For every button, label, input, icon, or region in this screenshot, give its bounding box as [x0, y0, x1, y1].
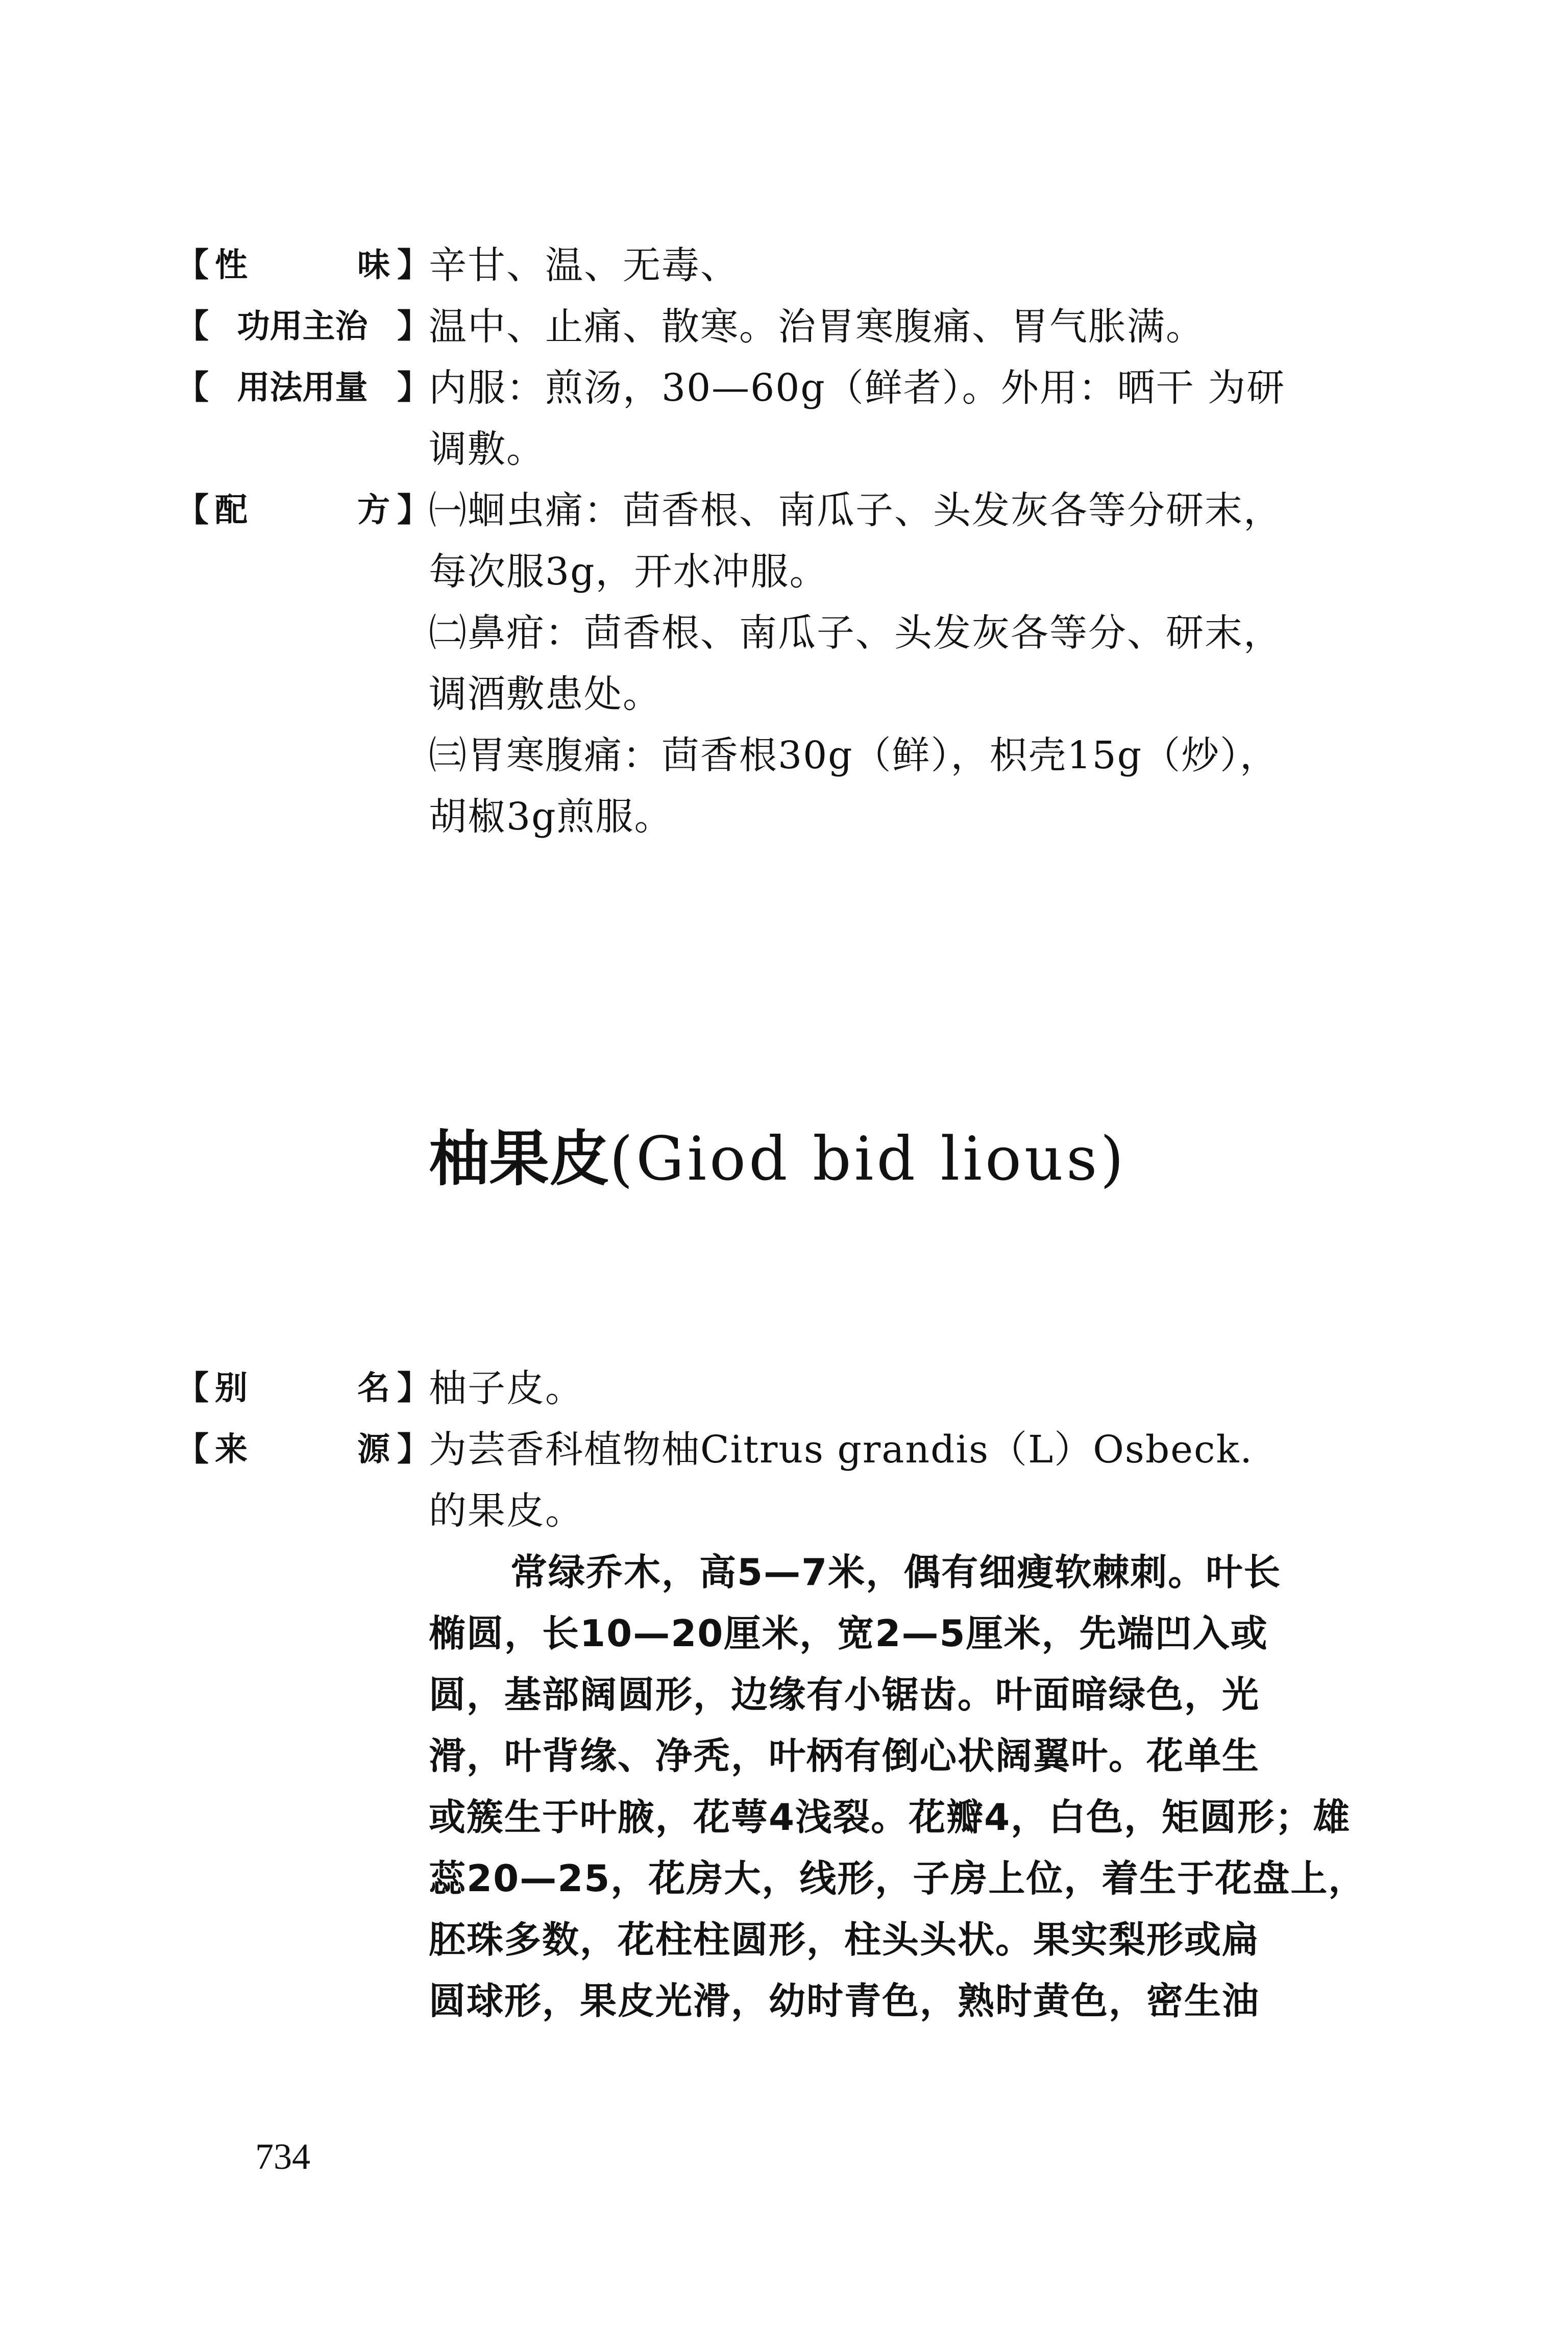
label-taste: 【 性 味 】 [176, 247, 430, 284]
content-function: 温中、止痛、散寒。治胃寒腹痛、胃气胀满。 [429, 305, 1205, 349]
page-number: 734 [255, 2136, 310, 2177]
entry-title [429, 1118, 1127, 1200]
entry-title-latin: (Giod bid lious) [609, 1123, 1127, 1194]
row-prescription [176, 480, 1401, 847]
content-source: 为芸香科植物柚Citrus grandis（L）Osbeck. 的果皮。 常绿乔木，高5—7米，偶有细瘦软棘刺。叶长 椭圆，长10—20厘米，宽2—5厘米，先端凹入或 圆，基部阔圆形，边缘有小锯齿。叶面暗绿色，光 滑，叶背缘、净秃，叶柄有倒心状阔翼叶。花单生 或簇生于叶腋，花萼4浅裂。花瓣4，白色，矩圆形；雄 蕊20—25，花房大，线形，子房上位，着生于花盘上， 胚珠多数，花柱柱圆形，柱头头状。果实梨形或扁 圆球形，果皮光滑，幼时青色，熟时黄色，密生油 [429, 1419, 1401, 2032]
content-taste: 辛甘、温、无毒、 [429, 243, 739, 287]
prescription-1-line-2: 每次服3g，开水冲服。 [429, 550, 828, 594]
label-source: 【 来 源 】 [176, 1431, 430, 1469]
prescription-3-line-2: 胡椒3g煎服。 [429, 795, 673, 839]
row-usage [176, 357, 1401, 480]
prescription-1-line-1: ㈠蛔虫痛：茴香根、南瓜子、头发灰各等分研末， [429, 488, 1282, 532]
section-pomelo-peel [176, 1358, 1401, 2032]
row-function [176, 296, 1401, 357]
content-alias: 柚子皮。 [429, 1366, 584, 1410]
prescription-2-line-1: ㈡鼻疳：茴香根、南瓜子、头发灰各等分、研末， [429, 611, 1282, 655]
label-alias: 【 别 名 】 [176, 1370, 430, 1407]
description-paragraph: 常绿乔木，高5—7米，偶有细瘦软棘刺。叶长 椭圆，长10—20厘米，宽2—5厘米，先端凹入或 圆，基部阔圆形，边缘有小锯齿。叶面暗绿色，光 滑，叶背缘、净秃，叶柄有倒心状阔翼叶。花单生 或簇生于叶腋，花萼4浅裂。花瓣4，白色，矩圆形；雄 蕊20—25，花房大，线形，子房上位，着生于花盘上， 胚珠多数，花柱柱圆形，柱头头状。果实梨形或扁 圆球形，果皮光滑，幼时青色，熟时黄色，密生油 [429, 1551, 1366, 2022]
prescription-3-line-1: ㈢胃寒腹痛：茴香根30g（鲜），枳壳15g（炒）， [429, 734, 1279, 777]
entry-title-chinese: 柚果皮 [429, 1123, 610, 1194]
row-alias [176, 1358, 1401, 1419]
row-taste [176, 235, 1401, 296]
content-usage: 内服：煎汤，30—60g（鲜者）。外用：晒干 为研 调敷。 [429, 366, 1286, 471]
label-prescription: 【 配 方 】 [176, 492, 430, 529]
label-usage: 【 用法用量 】 [176, 369, 430, 407]
row-source [176, 1419, 1401, 2032]
content-prescription [429, 480, 1401, 847]
prescription-2-line-2: 调酒敷患处。 [429, 672, 662, 716]
label-function: 【 功用主治 】 [176, 308, 430, 346]
section-previous-entry [176, 235, 1401, 847]
